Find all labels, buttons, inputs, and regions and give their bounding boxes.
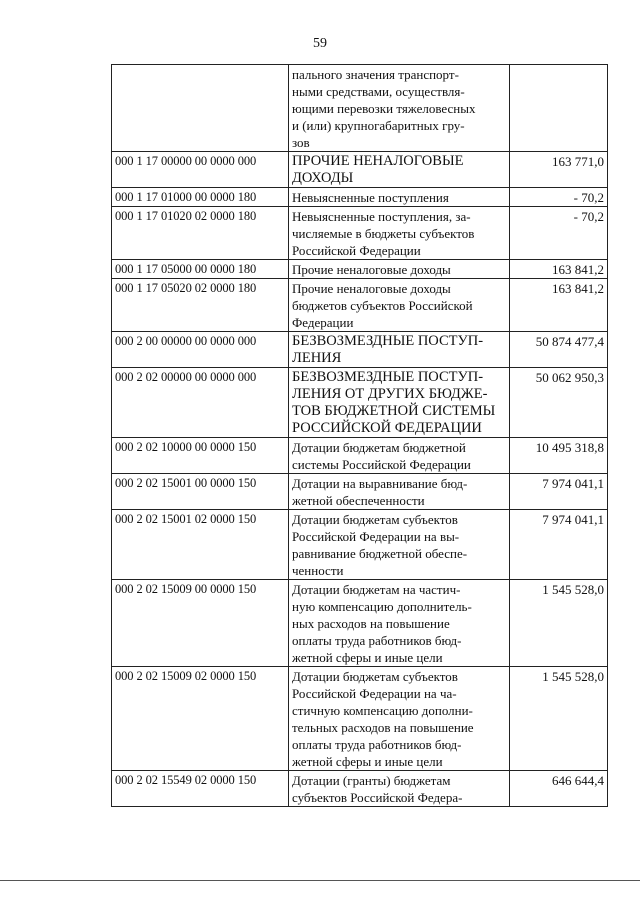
budget-code-cell: 000 1 17 05020 02 0000 180: [112, 279, 289, 332]
revenue-name-cell: Прочие неналоговые доходы бюджетов субъектов Российской Федерации: [289, 279, 510, 332]
bottom-rule: [0, 880, 640, 881]
table-row: [112, 188, 608, 207]
page-number: 59: [313, 36, 327, 51]
revenue-name-cell: Дотации бюджетам бюджетной системы Российской Федерации: [289, 438, 510, 474]
amount-cell: - 70,2: [510, 188, 608, 207]
table-row: [112, 368, 608, 438]
revenue-name-cell: пального значения транспорт- ными средствами, осуществля- ющими перевозки тяжеловесных и (или) крупногабаритных гру- зов: [289, 65, 510, 152]
budget-code-cell: 000 1 17 00000 00 0000 000: [112, 152, 289, 188]
revenue-name-cell: Дотации бюджетам на частич- ную компенсацию дополнитель- ных расходов на повышение оплаты труда работников бюд- жетной сферы и иные цели: [289, 580, 510, 667]
budget-revenue-table: [111, 64, 608, 807]
amount-cell: 163 771,0: [510, 152, 608, 188]
revenue-name-cell: Дотации на выравнивание бюд- жетной обеспеченности: [289, 474, 510, 510]
amount-cell: 50 062 950,3: [510, 368, 608, 438]
budget-code-cell: 000 2 02 15001 02 0000 150: [112, 510, 289, 580]
table-row: [112, 771, 608, 807]
revenue-name-cell: Невыясненные поступления: [289, 188, 510, 207]
table-row: [112, 474, 608, 510]
amount-cell: - 70,2: [510, 207, 608, 260]
amount-cell: [510, 65, 608, 152]
amount-cell: 10 495 318,8: [510, 438, 608, 474]
budget-code-cell: 000 2 00 00000 00 0000 000: [112, 332, 289, 368]
budget-code-cell: 000 1 17 01000 00 0000 180: [112, 188, 289, 207]
revenue-name-cell: Дотации (гранты) бюджетам субъектов Российской Федера-: [289, 771, 510, 807]
revenue-name-cell: БЕЗВОЗМЕЗДНЫЕ ПОСТУП- ЛЕНИЯ: [289, 332, 510, 368]
budget-code-cell: [112, 65, 289, 152]
budget-code-cell: 000 2 02 15001 00 0000 150: [112, 474, 289, 510]
table-row: [112, 152, 608, 188]
revenue-name-cell: Дотации бюджетам субъектов Российской Федерации на вы- равнивание бюджетной обеспе- ченности: [289, 510, 510, 580]
budget-code-cell: 000 2 02 15009 00 0000 150: [112, 580, 289, 667]
budget-code-cell: 000 1 17 05000 00 0000 180: [112, 260, 289, 279]
table-row: [112, 438, 608, 474]
table-row: [112, 260, 608, 279]
table-row: [112, 207, 608, 260]
revenue-name-cell: БЕЗВОЗМЕЗДНЫЕ ПОСТУП- ЛЕНИЯ ОТ ДРУГИХ БЮДЖЕ- ТОВ БЮДЖЕТНОЙ СИСТЕМЫ РОССИЙСКОЙ ФЕДЕРАЦИИ: [289, 368, 510, 438]
amount-cell: 50 874 477,4: [510, 332, 608, 368]
amount-cell: 7 974 041,1: [510, 510, 608, 580]
budget-code-cell: 000 2 02 00000 00 0000 000: [112, 368, 289, 438]
amount-cell: 163 841,2: [510, 260, 608, 279]
table-row: [112, 65, 608, 152]
budget-code-cell: 000 1 17 01020 02 0000 180: [112, 207, 289, 260]
table-row: [112, 510, 608, 580]
table-body: [112, 65, 608, 807]
revenue-name-cell: Дотации бюджетам субъектов Российской Федерации на ча- стичную компенсацию дополни- тельных расходов на повышение оплаты труда работников бюд- жетной сферы и иные цели: [289, 667, 510, 771]
table-row: [112, 580, 608, 667]
budget-code-cell: 000 2 02 15009 02 0000 150: [112, 667, 289, 771]
table-row: [112, 332, 608, 368]
budget-code-cell: 000 2 02 10000 00 0000 150: [112, 438, 289, 474]
revenue-name-cell: Невыясненные поступления, за- числяемые в бюджеты субъектов Российской Федерации: [289, 207, 510, 260]
table-row: [112, 667, 608, 771]
table-row: [112, 279, 608, 332]
revenue-name-cell: Прочие неналоговые доходы: [289, 260, 510, 279]
amount-cell: 1 545 528,0: [510, 580, 608, 667]
revenue-name-cell: ПРОЧИЕ НЕНАЛОГОВЫЕ ДОХОДЫ: [289, 152, 510, 188]
amount-cell: 646 644,4: [510, 771, 608, 807]
amount-cell: 163 841,2: [510, 279, 608, 332]
amount-cell: 7 974 041,1: [510, 474, 608, 510]
budget-code-cell: 000 2 02 15549 02 0000 150: [112, 771, 289, 807]
amount-cell: 1 545 528,0: [510, 667, 608, 771]
